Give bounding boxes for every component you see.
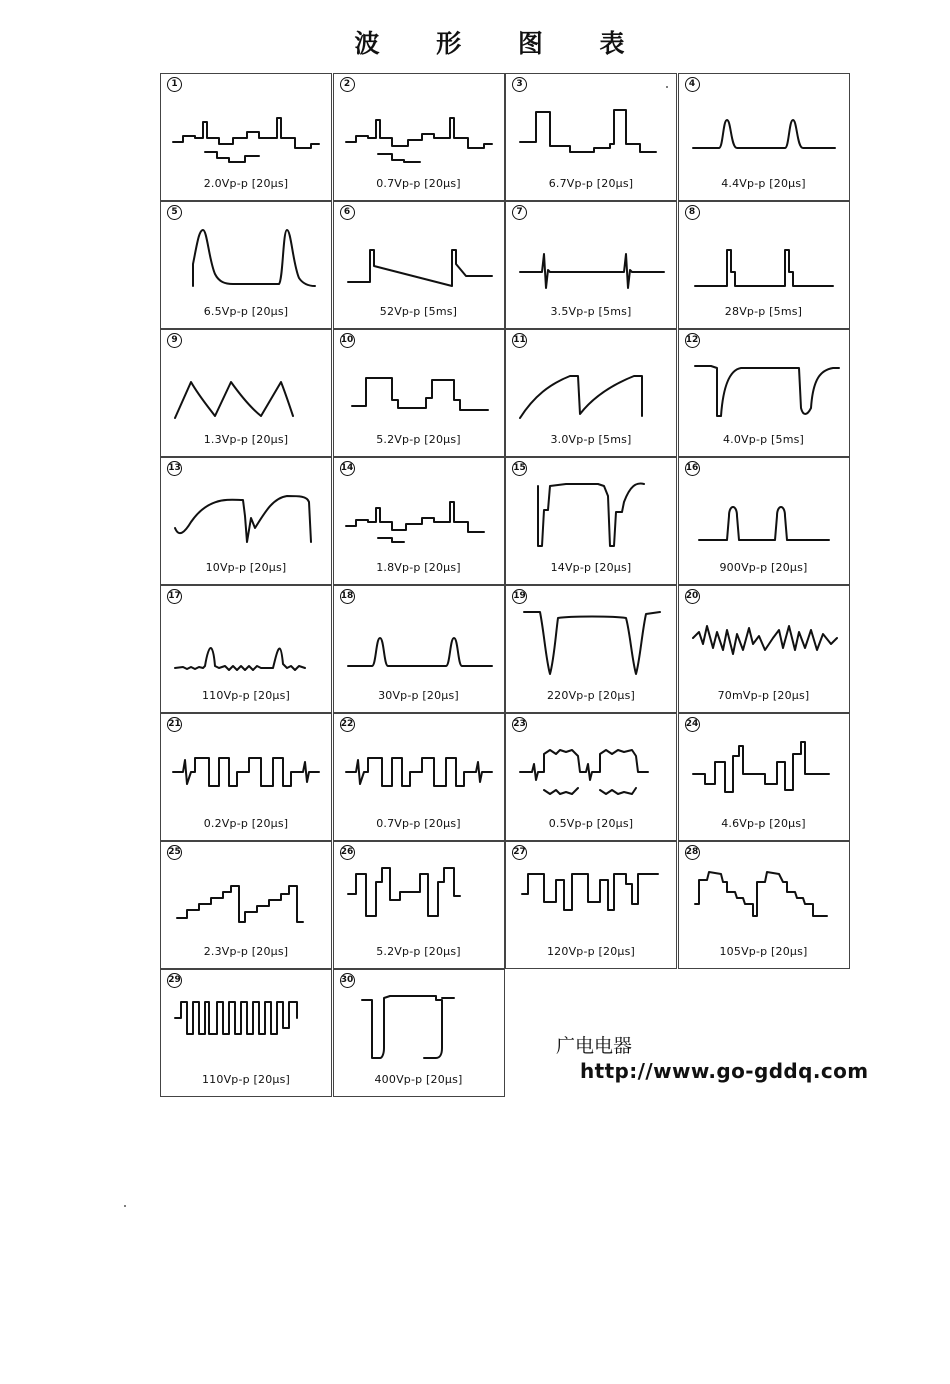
waveform-trace <box>342 220 498 298</box>
waveform-trace <box>169 732 325 810</box>
cell-number: 18 <box>340 589 355 604</box>
waveform-trace <box>169 988 325 1066</box>
waveform-path <box>693 742 829 792</box>
waveform-label: 400Vp-p [20μs] <box>374 1073 463 1086</box>
waveform-label: 70mVp-p [20μs] <box>717 689 810 702</box>
waveform-label: 1.8Vp-p [20μs] <box>376 561 461 574</box>
cell-number: 12 <box>685 333 700 348</box>
waveform-cell-1 <box>160 73 332 201</box>
waveform-path <box>173 758 319 786</box>
waveform-path <box>348 250 492 286</box>
waveform-path <box>175 496 311 542</box>
waveform-cell-14 <box>333 457 505 585</box>
waveform-path <box>695 250 833 286</box>
waveform-path <box>362 996 454 1058</box>
cell-number: 9 <box>167 333 182 348</box>
waveform-path <box>693 120 835 148</box>
cell-number: 3 <box>512 77 527 92</box>
waveform-label: 0.2Vp-p [20μs] <box>203 817 289 830</box>
waveform-label: 900Vp-p [20μs] <box>719 561 808 574</box>
waveform-label: 14Vp-p [20μs] <box>550 561 632 574</box>
waveform-label: 30Vp-p [20μs] <box>378 689 459 702</box>
cell-number: 20 <box>685 589 700 604</box>
cell-number: 11 <box>512 333 527 348</box>
waveform-trace <box>342 604 498 682</box>
page-title: 波 形 图 表 <box>354 29 649 58</box>
cell-number: 23 <box>512 717 527 732</box>
cell-number: 21 <box>167 717 182 732</box>
waveform-cell-28 <box>678 841 850 969</box>
stray-dot <box>124 1205 126 1207</box>
waveform-trace <box>342 476 498 554</box>
waveform-path <box>520 376 642 418</box>
waveform-trace <box>514 348 670 426</box>
cell-number: 26 <box>340 845 355 860</box>
waveform-label: 3.0Vp-p [5ms] <box>550 433 632 446</box>
waveform-grid <box>160 73 850 1098</box>
waveform-cell-3 <box>505 73 677 201</box>
cell-number: 16 <box>685 461 700 476</box>
waveform-cell-27 <box>505 841 677 969</box>
cell-number: 4 <box>685 77 700 92</box>
waveform-path <box>695 872 827 916</box>
cell-number: 24 <box>685 717 700 732</box>
waveform-label: 28Vp-p [5ms] <box>724 305 803 318</box>
waveform-label: 120Vp-p [20μs] <box>546 945 636 958</box>
waveform-cell-12 <box>678 329 850 457</box>
waveform-cell-6 <box>333 201 505 329</box>
waveform-path <box>348 868 460 916</box>
waveform-path <box>346 118 492 162</box>
cell-number: 25 <box>167 845 182 860</box>
waveform-path <box>522 874 658 910</box>
cell-number: 8 <box>685 205 700 220</box>
waveform-label: 3.5Vp-p [5ms] <box>550 305 632 318</box>
waveform-label: 105Vp-p [20μs] <box>719 945 808 958</box>
waveform-label: 6.5Vp-p [20μs] <box>203 305 289 318</box>
waveform-label: 4.0Vp-p [5ms] <box>722 433 805 446</box>
waveform-label: 0.7Vp-p [20μs] <box>376 817 461 830</box>
waveform-cell-30 <box>333 969 505 1097</box>
waveform-cell-13 <box>160 457 332 585</box>
waveform-trace <box>169 860 325 938</box>
waveform-path <box>524 612 660 674</box>
waveform-path <box>175 1002 297 1034</box>
waveform-path <box>173 118 319 162</box>
cell-number: 19 <box>512 589 527 604</box>
cell-number: 14 <box>340 461 355 476</box>
waveform-label: 110Vp-p [20μs] <box>201 1073 291 1086</box>
waveform-label: 52Vp-p [5ms] <box>379 305 458 318</box>
waveform-trace <box>687 732 843 810</box>
waveform-trace <box>342 988 498 1066</box>
waveform-cell-11 <box>505 329 677 457</box>
waveform-cell-2 <box>333 73 505 201</box>
waveform-path <box>695 366 839 416</box>
cell-number: 2 <box>340 77 355 92</box>
waveform-cell-22 <box>333 713 505 841</box>
waveform-path <box>538 484 644 546</box>
waveform-cell-9 <box>160 329 332 457</box>
waveform-label: 1.3Vp-p [20μs] <box>203 433 289 446</box>
waveform-trace <box>514 860 670 938</box>
waveform-trace <box>687 860 843 938</box>
waveform-trace <box>342 732 498 810</box>
footer-brand: 广电电器 <box>556 1035 633 1057</box>
waveform-trace <box>514 476 670 554</box>
waveform-path <box>520 110 656 152</box>
waveform-trace <box>514 220 670 298</box>
waveform-path <box>193 230 315 286</box>
waveform-cell-25 <box>160 841 332 969</box>
waveform-cell-19 <box>505 585 677 713</box>
waveform-path <box>352 378 488 410</box>
waveform-label: 2.0Vp-p [20μs] <box>203 177 289 190</box>
waveform-label: 5.2Vp-p [20μs] <box>376 433 461 446</box>
waveform-path <box>693 626 837 654</box>
waveform-cell-24 <box>678 713 850 841</box>
cell-number: 28 <box>685 845 700 860</box>
waveform-trace <box>169 348 325 426</box>
cell-number: 10 <box>340 333 355 348</box>
waveform-cell-16 <box>678 457 850 585</box>
waveform-trace <box>514 604 670 682</box>
cell-number: 5 <box>167 205 182 220</box>
waveform-trace <box>169 92 325 170</box>
waveform-trace <box>687 604 843 682</box>
waveform-cell-18 <box>333 585 505 713</box>
waveform-path <box>177 886 303 922</box>
waveform-trace <box>687 476 843 554</box>
waveform-label: 5.2Vp-p [20μs] <box>376 945 461 958</box>
waveform-path <box>346 758 492 786</box>
waveform-cell-21 <box>160 713 332 841</box>
waveform-cell-4 <box>678 73 850 201</box>
waveform-path <box>520 254 664 288</box>
waveform-cell-29 <box>160 969 332 1097</box>
waveform-label: 10Vp-p [20μs] <box>205 561 287 574</box>
waveform-label: 0.5Vp-p [20μs] <box>548 817 634 830</box>
cell-number: 7 <box>512 205 527 220</box>
waveform-trace <box>169 220 325 298</box>
waveform-path <box>175 648 305 670</box>
waveform-trace <box>169 476 325 554</box>
cell-number: 30 <box>340 973 355 988</box>
waveform-trace <box>342 348 498 426</box>
waveform-path <box>348 638 492 666</box>
waveform-path <box>346 502 484 542</box>
cell-number: 27 <box>512 845 527 860</box>
waveform-cell-7 <box>505 201 677 329</box>
waveform-label: 6.7Vp-p [20μs] <box>548 177 634 190</box>
cell-number: 6 <box>340 205 355 220</box>
waveform-label: 220Vp-p [20μs] <box>546 689 636 702</box>
waveform-trace <box>169 604 325 682</box>
waveform-trace <box>514 92 670 170</box>
cell-number: 13 <box>167 461 182 476</box>
waveform-label: 4.4Vp-p [20μs] <box>721 177 806 190</box>
waveform-trace <box>342 860 498 938</box>
waveform-trace <box>342 92 498 170</box>
cell-number: 22 <box>340 717 355 732</box>
cell-number: 29 <box>167 973 182 988</box>
cell-number: 17 <box>167 589 182 604</box>
waveform-cell-23 <box>505 713 677 841</box>
waveform-cell-5 <box>160 201 332 329</box>
waveform-trace <box>687 220 843 298</box>
cell-number: 1 <box>167 77 182 92</box>
waveform-cell-26 <box>333 841 505 969</box>
waveform-label: 4.6Vp-p [20μs] <box>721 817 806 830</box>
waveform-trace <box>687 348 843 426</box>
waveform-cell-15 <box>505 457 677 585</box>
waveform-cell-17 <box>160 585 332 713</box>
waveform-cell-10 <box>333 329 505 457</box>
cell-number: 15 <box>512 461 527 476</box>
waveform-trace <box>514 732 670 810</box>
waveform-trace <box>687 92 843 170</box>
footer-url: http://www.go-gddq.com <box>580 1059 869 1083</box>
waveform-path <box>699 507 829 540</box>
waveform-label: 110Vp-p [20μs] <box>201 689 291 702</box>
waveform-cell-20 <box>678 585 850 713</box>
waveform-label: 0.7Vp-p [20μs] <box>376 177 461 190</box>
stray-dot <box>666 86 668 88</box>
waveform-label: 2.3Vp-p [20μs] <box>203 945 289 958</box>
waveform-path <box>520 750 648 794</box>
waveform-cell-8 <box>678 201 850 329</box>
waveform-path <box>175 382 293 418</box>
